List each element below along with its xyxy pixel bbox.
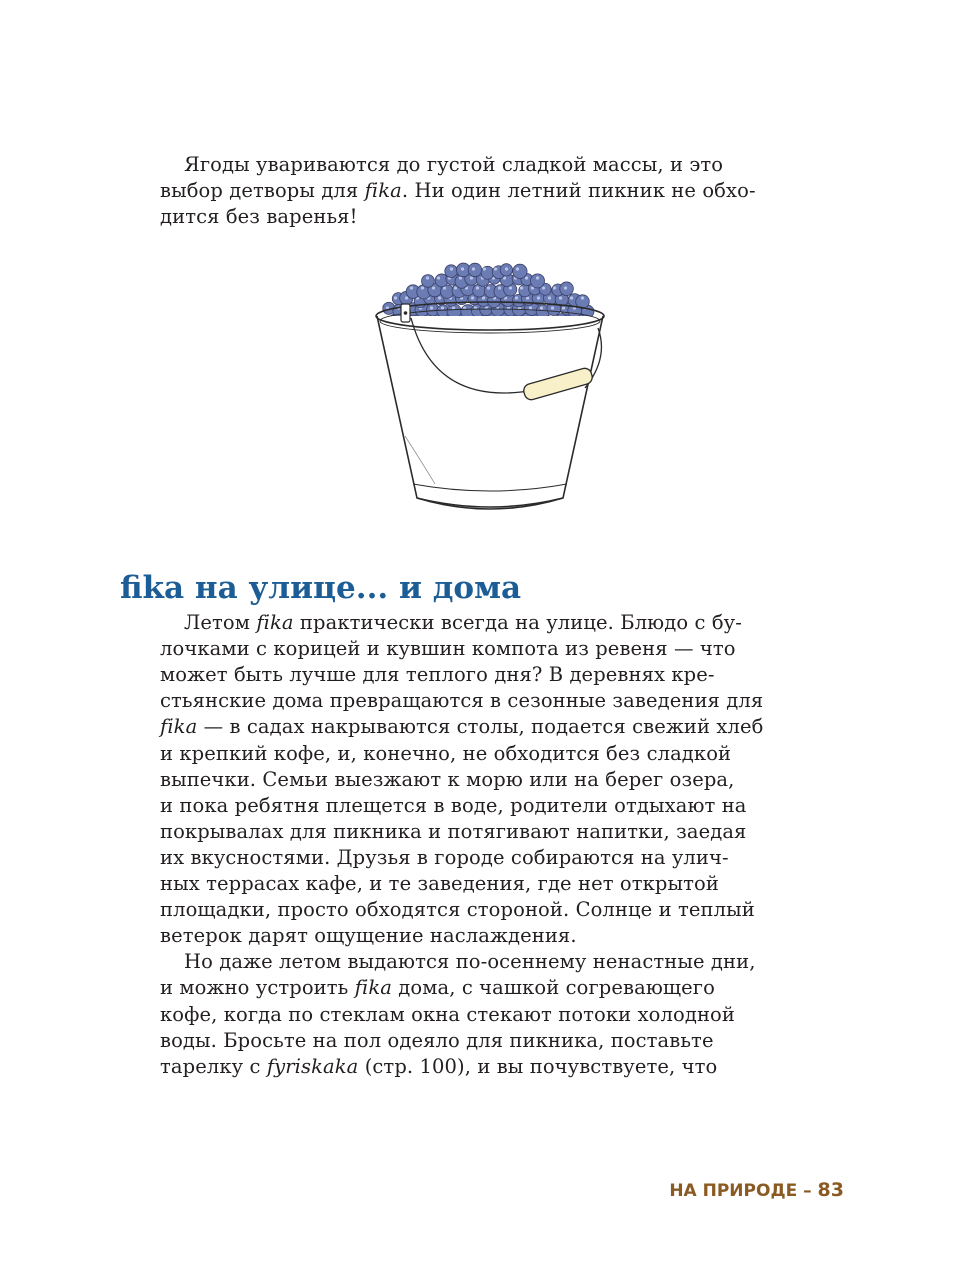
- body-line: [160, 688, 763, 714]
- blueberry-highlight: [537, 296, 540, 299]
- body-line: [160, 845, 729, 871]
- blueberry-highlight: [548, 296, 551, 299]
- blueberry-highlight: [562, 306, 565, 309]
- blueberry-highlight: [516, 267, 519, 270]
- blueberry-highlight: [520, 286, 523, 289]
- blueberry-highlight: [472, 267, 475, 270]
- blueberry-highlight: [471, 296, 474, 299]
- text-run: практически всегда на улице. Блюдо с бу-: [293, 611, 742, 634]
- text-run: воды. Бросьте на пол одеяло для пикника, поставьте: [160, 1028, 714, 1052]
- body-line: [160, 1002, 735, 1028]
- section-heading: fika на улице... и дома: [120, 570, 522, 606]
- body-line: [160, 741, 731, 767]
- blueberry-highlight: [553, 286, 556, 289]
- text-run: дится без варенья!: [160, 205, 358, 228]
- body-line: [160, 975, 715, 1001]
- blueberry-highlight: [483, 267, 486, 270]
- italic-term: fika: [364, 179, 402, 202]
- text-run: ных террасах кафе, и те заведения, где нет открытой: [160, 872, 719, 895]
- blueberry-highlight: [551, 306, 554, 309]
- blueberry-highlight: [410, 286, 413, 289]
- blueberry-highlight: [487, 286, 490, 289]
- blueberry-highlight: [394, 296, 397, 299]
- blueberry-highlight: [536, 276, 539, 279]
- blueberry-highlight: [461, 267, 464, 270]
- text-run: Ягоды увариваются до густой сладкой массы, и это: [184, 153, 724, 176]
- text-run: дома, с чашкой согревающего: [391, 976, 715, 1000]
- blueberry-highlight: [509, 286, 512, 289]
- blueberry-highlight: [438, 296, 441, 299]
- italic-term: fika: [256, 611, 294, 634]
- blueberry-highlight: [470, 276, 473, 279]
- text-run: . Ни один летний пикник не обхо-: [401, 179, 756, 202]
- text-run: площадки, просто обходятся стороной. Солнце и теплый: [160, 898, 755, 922]
- body-line: [160, 793, 747, 819]
- text-run: и можно устроить: [160, 976, 355, 1000]
- blueberry-highlight: [564, 286, 567, 289]
- blueberry-highlight: [441, 306, 444, 309]
- body-line: [160, 767, 734, 793]
- intro-line: [160, 178, 756, 204]
- italic-term: fyriskaka: [266, 1054, 359, 1078]
- text-run: может быть лучше для теплого дня? В деревнях кре-: [160, 663, 715, 687]
- blueberry: [530, 274, 544, 288]
- body-line: [160, 1028, 714, 1054]
- body-line: [160, 1054, 717, 1080]
- blueberry-highlight: [430, 306, 433, 309]
- blueberry-highlight: [498, 286, 501, 289]
- blueberry-highlight: [540, 306, 543, 309]
- blueberry: [445, 265, 458, 278]
- body-line: [160, 871, 719, 897]
- blueberry-highlight: [405, 296, 408, 299]
- blueberry-bucket-icon: [365, 258, 615, 523]
- body-line: [184, 949, 756, 975]
- blueberry-highlight: [559, 296, 562, 299]
- footer-section: НА ПРИРОДЕ: [669, 1181, 798, 1201]
- text-run: Летом: [184, 611, 257, 634]
- body-line: [184, 610, 742, 636]
- footer-dash: –: [797, 1181, 818, 1201]
- body-line: [160, 662, 715, 688]
- body-line: [160, 819, 746, 845]
- blueberry-highlight: [494, 267, 497, 270]
- page-number: 83: [817, 1179, 844, 1201]
- blueberry-highlight: [421, 286, 424, 289]
- intro-line: [160, 204, 358, 230]
- blueberry-highlight: [450, 267, 453, 270]
- blueberry-highlight: [454, 286, 457, 289]
- blueberry-highlight: [581, 296, 584, 299]
- text-run: тарелку с: [160, 1054, 267, 1078]
- text-run: и пока ребятня плещется в воде, родители отдыхают на: [160, 793, 747, 817]
- text-run: кофе, когда по стеклам окна стекают потоки холодной: [160, 1002, 735, 1026]
- body-line: [160, 897, 755, 923]
- blueberry-highlight: [525, 276, 528, 279]
- intro-line: [184, 152, 723, 178]
- blueberry: [513, 264, 527, 278]
- text-run: — в садах накрываются столы, подается свежий хлеб: [197, 715, 764, 739]
- blueberry-highlight: [476, 286, 479, 289]
- body-line: [160, 636, 736, 662]
- body-line: [160, 714, 763, 740]
- blueberry-highlight: [515, 296, 518, 299]
- text-run: покрывалах для пикника и потягивают напитки, заедая: [160, 819, 747, 843]
- text-run: их вкусностями. Друзья в городе собираются на улич-: [160, 845, 729, 869]
- text-run: лочками с корицей и кувшин компота из ревеня — что: [160, 637, 736, 661]
- text-run: стьянские дома превращаются в сезонные заведения для: [160, 689, 764, 713]
- blueberry: [468, 263, 482, 277]
- text-run: Но даже летом выдаются по-осеннему ненастные дни,: [184, 950, 756, 974]
- blueberry-highlight: [542, 286, 545, 289]
- blueberry-highlight: [452, 306, 455, 309]
- italic-term: fika: [354, 976, 392, 1000]
- blueberry-highlight: [432, 286, 435, 289]
- blueberry-highlight: [426, 276, 429, 279]
- text-run: ветерок дарят ощущение наслаждения.: [160, 924, 577, 948]
- body-line: [160, 923, 577, 949]
- text-run: выбор детворы для: [160, 179, 365, 202]
- text-run: и крепкий кофе, и, конечно, не обходится без сладкой: [160, 741, 732, 765]
- blueberry-highlight: [505, 267, 508, 270]
- blueberry-highlight: [437, 276, 440, 279]
- blueberry-highlight: [482, 296, 485, 299]
- blueberry-highlight: [529, 306, 532, 309]
- italic-term: fika: [160, 715, 198, 739]
- text-run: выпечки. Семьи выезжают к морю или на берег озера,: [160, 767, 735, 791]
- page-footer: [669, 1178, 844, 1203]
- blueberry-highlight: [570, 296, 573, 299]
- text-run: (стр. 100), и вы почувствуете, что: [358, 1054, 718, 1078]
